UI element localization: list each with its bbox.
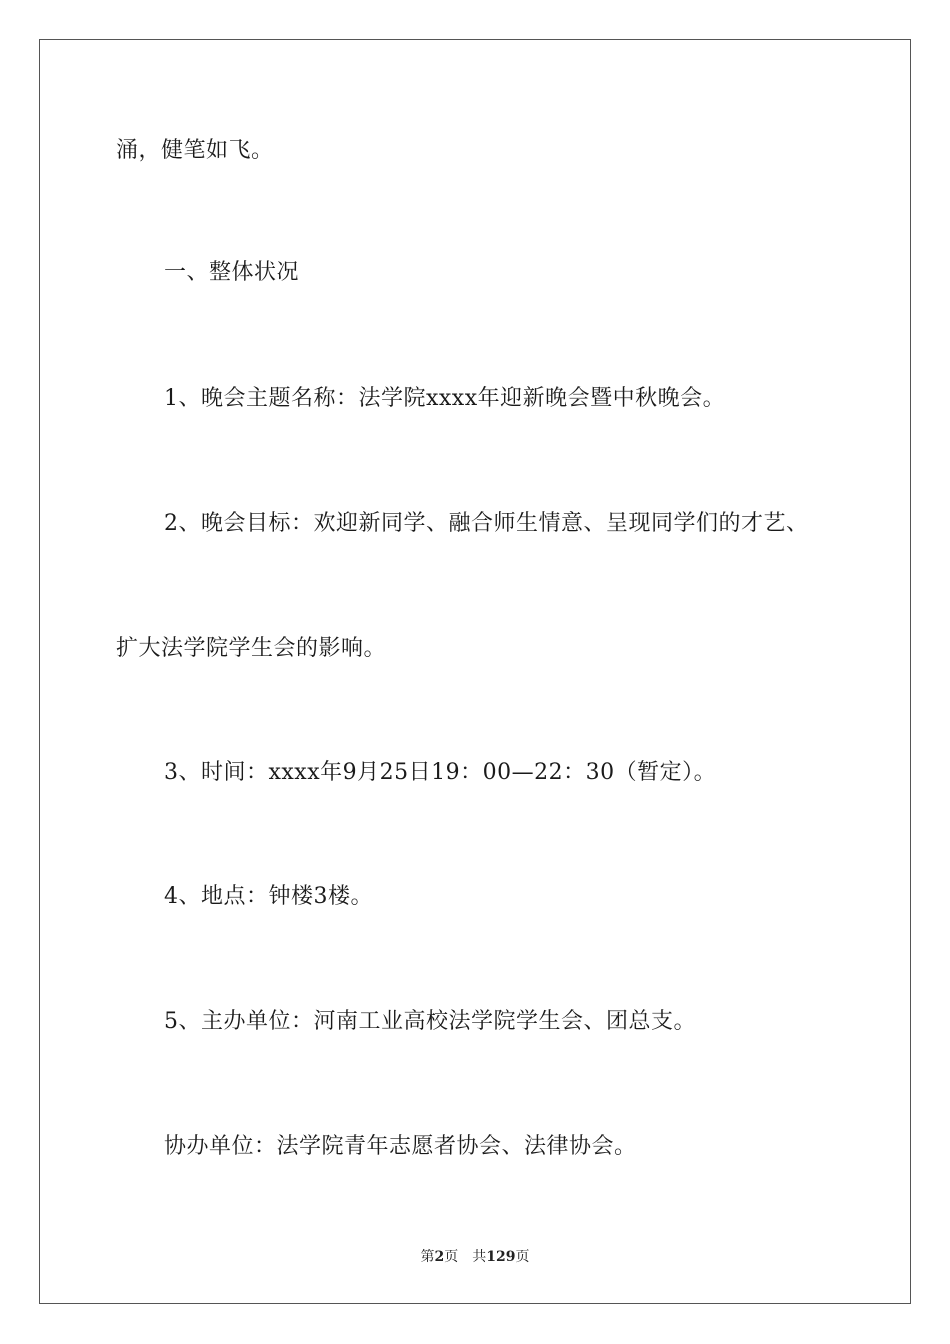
page-border <box>39 39 911 1304</box>
item-2-goal-continued: 扩大法学院学生会的影响。 <box>116 636 387 661</box>
item-2-goal: 2、晚会目标：欢迎新同学、融合师生情意、呈现同学们的才艺、 <box>164 511 809 536</box>
page-footer <box>0 1247 950 1267</box>
footer-total-prefix: 共 <box>472 1249 487 1265</box>
footer-page-suffix: 页 <box>444 1249 459 1265</box>
item-3-time: 3、时间：xxxx年9月25日19：00—22：30（暂定）。 <box>164 760 717 785</box>
text-line-continuation: 涌，健笔如飞。 <box>116 138 274 163</box>
item-4-location: 4、地点：钟楼3楼。 <box>164 884 373 909</box>
item-5-organizer: 5、主办单位：河南工业高校法学院学生会、团总支。 <box>164 1009 696 1034</box>
co-organizer: 协办单位：法学院青年志愿者协会、法律协会。 <box>164 1134 637 1159</box>
section-heading: 一、整体状况 <box>164 260 300 285</box>
footer-page-number: 2 <box>434 1249 445 1265</box>
item-1-theme: 1、晚会主题名称：法学院xxxx年迎新晚会暨中秋晚会。 <box>164 386 726 411</box>
footer-page-prefix: 第 <box>420 1249 435 1265</box>
footer-total-pages: 129 <box>486 1249 516 1265</box>
footer-total-suffix: 页 <box>515 1249 530 1265</box>
